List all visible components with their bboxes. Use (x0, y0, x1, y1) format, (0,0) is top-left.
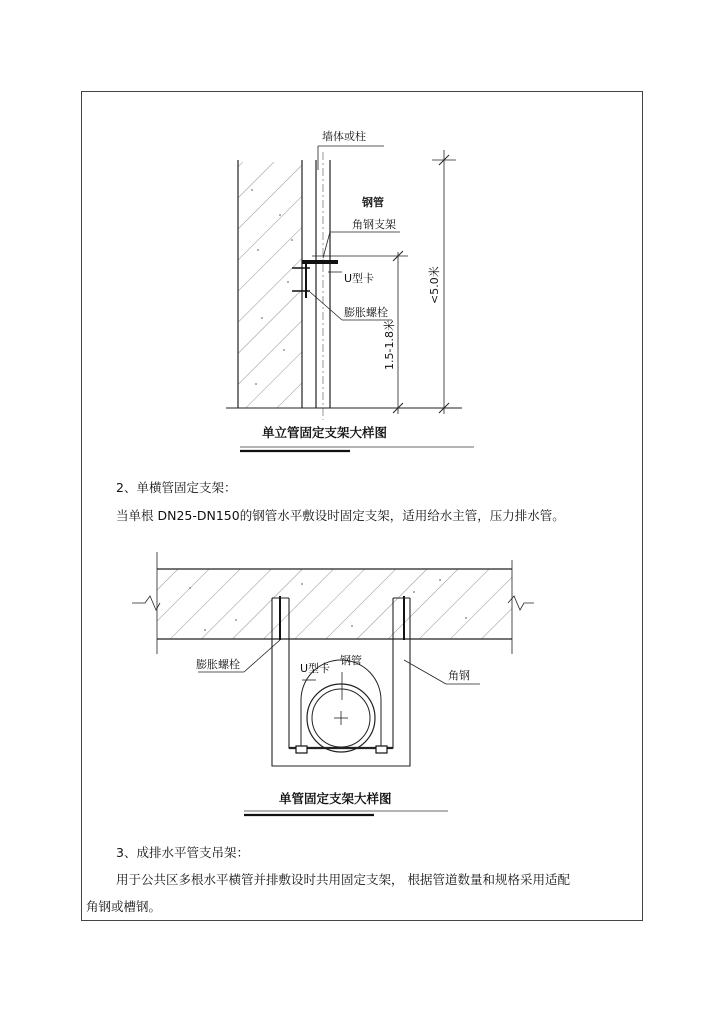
label-expansion-bolt: 膨胀螺栓 (344, 306, 388, 319)
nut-right (376, 746, 387, 753)
angle-bracket (302, 260, 338, 264)
horizontal-support-drawing (132, 552, 534, 815)
label-steel-pipe-2: 钢管 (340, 654, 362, 667)
label-steel-pipe: 钢管 (362, 196, 384, 209)
wall-hatch (238, 162, 302, 408)
label-u-clamp-2: U型卡 (300, 662, 331, 675)
label-u-clamp: U型卡 (344, 272, 375, 285)
label-wall: 墙体或柱 (322, 130, 366, 143)
label-angle-steel: 角钢 (448, 669, 470, 682)
figure2-caption: 单管固定支架大样图 (279, 791, 392, 806)
section3-body-line2: 角钢或槽钢。 (86, 899, 162, 914)
label-angle-bracket: 角钢支架 (352, 218, 396, 231)
slab-hatch (157, 569, 512, 639)
section3-body-line1: 用于公共区多根水平横管并排敷设时共用固定支架， 根据管道数量和规格采用适配 (116, 872, 570, 887)
dim-label-total: <5.0米 (428, 266, 441, 304)
section3-heading: 3、成排水平管支吊架： (116, 845, 249, 860)
figure1-caption: 单立管固定支架大样图 (262, 425, 388, 440)
section2-heading: 2、单横管固定支架： (116, 480, 237, 495)
break-mark-left (132, 596, 160, 610)
riser-support-drawing (226, 129, 474, 451)
section2-body: 当单根 DN25-DN150的钢管水平敷设时固定支架，适用给水主管，压力排水管。 (116, 508, 565, 523)
label-expansion-bolt-2: 膨胀螺栓 (196, 658, 240, 671)
dim-label-height: 1.5-1.8米 (383, 320, 396, 370)
nut-left (296, 746, 307, 753)
